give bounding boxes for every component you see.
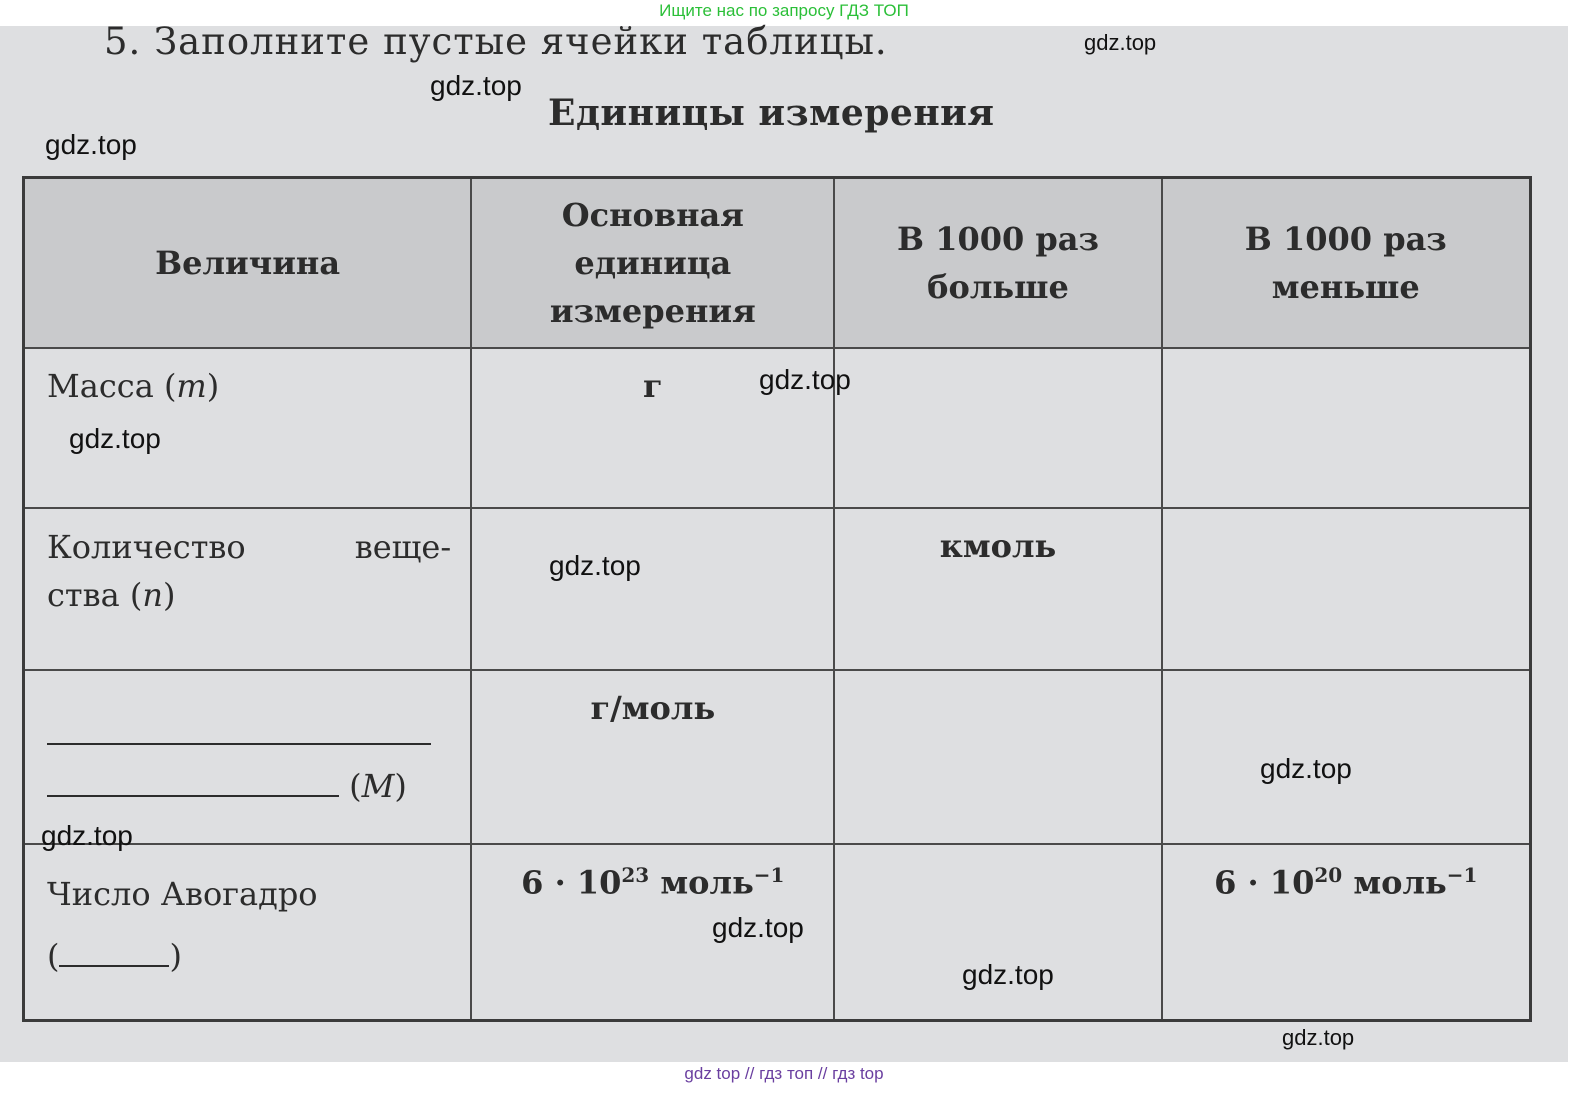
watermark: gdz.top: [1260, 753, 1352, 784]
watermark: gdz.top: [549, 550, 641, 581]
avogadro-coefficient: 6 · 10: [521, 863, 622, 902]
avogadro-unit: моль: [660, 863, 754, 902]
cell-base-unit[interactable]: [471, 508, 834, 670]
watermark: gdz.top: [41, 820, 133, 851]
task-title: 5. Заполните пустые ячейки таблицы.: [104, 20, 888, 63]
watermark: gdz.top: [712, 912, 804, 943]
watermark: gdz.top: [1084, 30, 1157, 55]
quantity-name: Масса: [47, 367, 154, 405]
avogadro-smaller-exponent: 20: [1314, 863, 1343, 887]
bottom-banner[interactable]: gdz top // гдз топ // гдз top: [684, 1064, 884, 1083]
top-banner[interactable]: Ищите нас по запросу ГДЗ ТОП: [659, 1, 909, 20]
blank-line[interactable]: [47, 711, 431, 745]
quantity-symbol: m: [176, 367, 207, 405]
cell-bigger-unit[interactable]: [834, 348, 1161, 508]
watermark: gdz.top: [962, 959, 1054, 990]
quantity-symbol: M: [361, 767, 395, 805]
avogadro-unit-exponent: −1: [753, 863, 785, 887]
cell-smaller-unit[interactable]: [1162, 508, 1531, 670]
avogadro-smaller-coefficient: 6 · 10: [1214, 863, 1315, 902]
header-quantity: Величина: [24, 178, 472, 349]
quantity-name: Число Авогадро: [47, 875, 318, 913]
cell-base-unit: г/моль: [471, 670, 834, 844]
header-base-unit: Основная единица измерения: [471, 178, 834, 349]
header-1000-smaller: В 1000 раз меньше: [1162, 178, 1531, 349]
cell-bigger-unit: кмоль: [834, 508, 1161, 670]
avogadro-smaller-unit: моль: [1353, 863, 1447, 902]
blank-line[interactable]: [47, 767, 339, 797]
watermark: gdz.top: [1282, 1025, 1355, 1050]
cell-smaller-unit: [1162, 844, 1531, 1020]
watermark: gdz.top: [430, 70, 522, 101]
avogadro-smaller-unit-exponent: −1: [1446, 863, 1478, 887]
cell-quantity: Масса (m): [24, 348, 472, 508]
table-header-row: [24, 178, 1531, 349]
table-caption: Единицы измерения: [548, 92, 995, 134]
header-1000-bigger: В 1000 раз больше: [834, 178, 1161, 349]
cell-quantity: Число Авогадро ( ): [24, 844, 472, 1020]
table-row: [24, 508, 1531, 670]
blank-line[interactable]: [59, 937, 169, 967]
quantity-name-line2: ства: [47, 576, 120, 614]
cell-smaller-unit[interactable]: [1162, 348, 1531, 508]
watermark: gdz.top: [45, 129, 137, 160]
quantity-name-line1: Количество веще-: [47, 528, 452, 566]
cell-bigger-unit[interactable]: [834, 844, 1161, 1020]
cell-quantity: Количество веще- ства (n): [24, 508, 472, 670]
cell-base-unit: г: [471, 348, 834, 508]
quantity-symbol: n: [142, 576, 163, 614]
units-table: [22, 176, 1532, 1022]
cell-bigger-unit[interactable]: [834, 670, 1161, 844]
watermark: gdz.top: [69, 423, 161, 454]
watermark: gdz.top: [759, 364, 851, 395]
avogadro-exponent: 23: [621, 863, 650, 887]
cell-quantity: (M): [24, 670, 472, 844]
